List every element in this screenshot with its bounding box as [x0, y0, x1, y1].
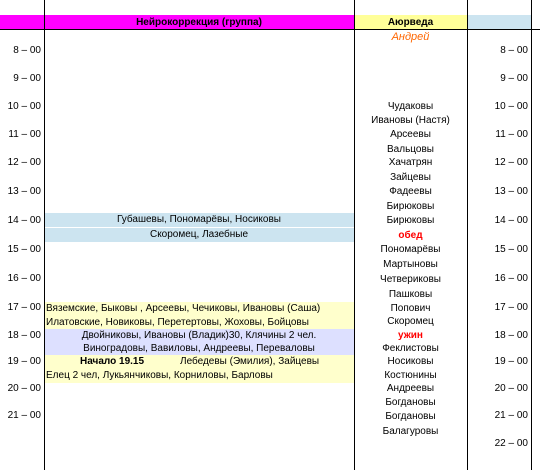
time-right-0[interactable]: 8 – 00: [500, 45, 528, 56]
header-underline: [0, 29, 540, 30]
time-right-7[interactable]: 15 – 00: [494, 244, 528, 255]
time-left-13[interactable]: 21 – 00: [7, 410, 41, 421]
meal-break[interactable]: обед: [398, 230, 423, 241]
meal-break[interactable]: ужин: [398, 330, 423, 341]
time-right-14[interactable]: 22 – 00: [494, 438, 528, 449]
group-row-14[interactable]: Губашевы, Пономарёвы, Носиковы: [44, 213, 354, 227]
ayurveda-client[interactable]: Костюнины: [384, 370, 437, 381]
ayurveda-client[interactable]: Бирюковы: [386, 215, 435, 226]
column-line-left: [44, 0, 45, 470]
ayurveda-client[interactable]: Попович: [390, 303, 431, 314]
column-line-ayur-left: [354, 0, 355, 470]
ayurveda-header[interactable]: Аюрведа: [354, 15, 467, 30]
time-right-1[interactable]: 9 – 00: [500, 73, 528, 84]
ayurveda-client[interactable]: Четвериковы: [380, 274, 441, 285]
time-right-11[interactable]: 19 – 00: [494, 356, 528, 367]
ayurveda-client[interactable]: Носиковы: [387, 356, 434, 367]
group-row-14-2[interactable]: Скоромец, Лазебные: [44, 228, 354, 242]
group-row-18[interactable]: Двойниковы, Ивановы (Владик)30, Клячины 2 чел.: [44, 329, 354, 343]
ayurveda-client[interactable]: Балагуровы: [382, 426, 439, 437]
teacher-name[interactable]: Андрей: [391, 31, 430, 43]
ayurveda-client[interactable]: Арсеевы: [390, 129, 431, 140]
start-time-note: Начало 19.15: [80, 356, 145, 367]
group-row-17-2[interactable]: Илатовские, Новиковы, Перетертовы, Жоховы, Бойцовы: [44, 316, 354, 330]
group-row-17[interactable]: Вяземские, Быковы , Арсеевы, Чечиковы, Ивановы (Саша): [44, 302, 354, 316]
time-right-2[interactable]: 10 – 00: [494, 101, 528, 112]
ayurveda-client[interactable]: Пашковы: [388, 289, 433, 300]
time-right-12[interactable]: 20 – 00: [494, 383, 528, 394]
time-left-7[interactable]: 15 – 00: [7, 244, 41, 255]
time-right-4[interactable]: 12 – 00: [494, 157, 528, 168]
time-left-2[interactable]: 10 – 00: [7, 101, 41, 112]
ayurveda-client[interactable]: Фадеевы: [389, 186, 432, 197]
time-right-3[interactable]: 11 – 00: [495, 129, 528, 140]
time-right-10[interactable]: 18 – 00: [494, 330, 528, 341]
time-left-5[interactable]: 13 – 00: [7, 186, 41, 197]
ayurveda-client[interactable]: Феклистовы: [382, 343, 439, 354]
column-line-ayur-right: [467, 0, 468, 470]
group-row-19-names: Лебедевы (Эмилия), Зайцевы: [180, 356, 320, 367]
time-left-9[interactable]: 17 – 00: [7, 302, 41, 313]
ayurveda-client[interactable]: Ивановы (Настя): [371, 115, 450, 126]
time-left-3[interactable]: 11 – 00: [8, 129, 41, 140]
ayurveda-client[interactable]: Богдановы: [385, 397, 436, 408]
time-left-1[interactable]: 9 – 00: [13, 73, 41, 84]
time-left-8[interactable]: 16 – 00: [7, 273, 41, 284]
group-row-19-2[interactable]: Елец 2 чел, Лукьянчиковы, Корниловы, Барловы: [44, 369, 354, 383]
ayurveda-client[interactable]: Андреевы: [386, 383, 435, 394]
ayurveda-client[interactable]: Пономарёвы: [380, 244, 441, 255]
time-right-5[interactable]: 13 – 00: [494, 186, 528, 197]
group-row-18-2[interactable]: Виноградовы, Вавиловы, Андреевы, Переваловы: [44, 342, 354, 356]
time-right-6[interactable]: 14 – 00: [494, 215, 528, 226]
ayurveda-client[interactable]: Бирюковы: [386, 201, 435, 212]
time-left-4[interactable]: 12 – 00: [7, 157, 41, 168]
time-left-0[interactable]: 8 – 00: [13, 45, 41, 56]
time-left-10[interactable]: 18 – 00: [7, 330, 41, 341]
header-right-blank[interactable]: [467, 15, 531, 30]
ayurveda-client[interactable]: Чудаковы: [387, 101, 434, 112]
group-row-19[interactable]: [44, 355, 354, 369]
ayurveda-client[interactable]: Вальцовы: [387, 144, 434, 155]
ayurveda-client[interactable]: Зайцевы: [390, 172, 431, 183]
time-left-12[interactable]: 20 – 00: [7, 383, 41, 394]
column-line-right: [531, 0, 532, 470]
time-right-8[interactable]: 16 – 00: [494, 273, 528, 284]
time-right-9[interactable]: 17 – 00: [494, 302, 528, 313]
header-left-blank[interactable]: [0, 15, 44, 30]
time-left-11[interactable]: 19 – 00: [7, 356, 41, 367]
ayurveda-client[interactable]: Богдановы: [385, 411, 436, 422]
neuro-header[interactable]: Нейрокоррекция (группа): [44, 15, 354, 30]
ayurveda-client[interactable]: Хачатрян: [388, 157, 433, 168]
time-right-13[interactable]: 21 – 00: [494, 410, 528, 421]
ayurveda-client[interactable]: Мартыновы: [383, 259, 438, 270]
ayurveda-client[interactable]: Скоромец: [387, 316, 434, 327]
time-left-6[interactable]: 14 – 00: [7, 215, 41, 226]
